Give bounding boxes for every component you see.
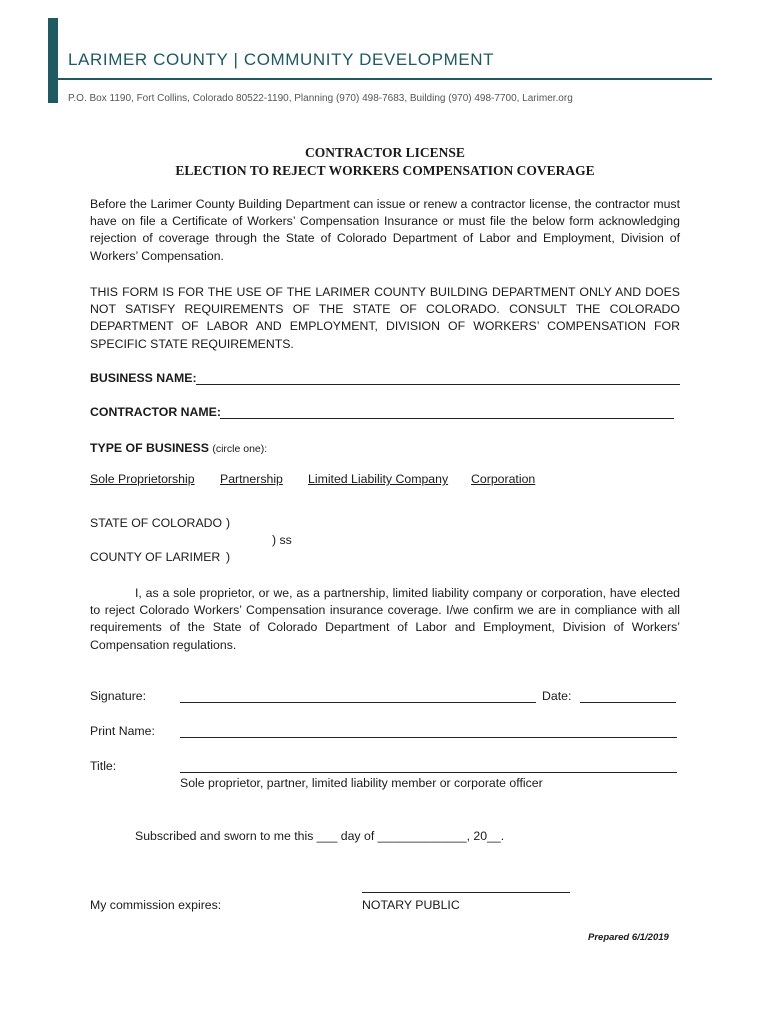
- commission-expires-label: My commission expires:: [90, 898, 222, 912]
- organization-address: P.O. Box 1190, Fort Collins, Colorado 80522-1190, Planning (970) 498-7683, Building (970) 498-7700, Larimer.org: [68, 93, 573, 104]
- business-type-partnership[interactable]: Partnership: [220, 472, 283, 486]
- form-title-line-1: CONTRACTOR LICENSE: [305, 145, 465, 160]
- venue-paren-1: ): [226, 516, 231, 530]
- business-name-label: BUSINESS NAME:: [90, 371, 197, 385]
- title-label: Title:: [90, 759, 117, 773]
- organization-name: LARIMER COUNTY | COMMUNITY DEVELOPMENT: [68, 50, 495, 69]
- notary-signature-field[interactable]: [362, 892, 570, 893]
- contractor-name-field[interactable]: [220, 418, 674, 419]
- notary-public-label: NOTARY PUBLIC: [362, 898, 460, 912]
- signature-label: Signature:: [90, 689, 147, 703]
- notice-paragraph: THIS FORM IS FOR THE USE OF THE LARIMER COUNTY BUILDING DEPARTMENT ONLY AND DOES NOT SATISFY REQUIREMENTS OF THE STATE OF COLORADO. CONSULT THE COLORADO DEPARTMENT OF LABOR AND EMPLOYMENT, DIVISION OF WORKERS’ COMPENSATION FOR SPECIFIC STATE REQUIREMENTS.: [90, 285, 680, 351]
- business-name-field[interactable]: [196, 384, 680, 385]
- business-type-hint: (circle one):: [212, 443, 268, 455]
- subscribed-sworn-statement: Subscribed and sworn to me this ___ day of _____________, 20__.: [135, 829, 505, 843]
- print-name-field[interactable]: [180, 737, 677, 738]
- venue-ss: ) ss: [272, 533, 292, 547]
- intro-paragraph: Before the Larimer County Building Department can issue or renew a contractor license, the contractor must have on file a Certificate of Workers’ Compensation Insurance or must file the below form acknowledging rejection of coverage through the State of Colorado Department of Labor and Employment, Division of Workers’ Compensation.: [90, 197, 680, 263]
- title-field[interactable]: [180, 772, 677, 773]
- business-type-corporation[interactable]: Corporation: [471, 472, 536, 486]
- print-name-label: Print Name:: [90, 724, 155, 738]
- title-hint: Sole proprietor, partner, limited liability member or corporate officer: [180, 776, 543, 790]
- venue-county: COUNTY OF LARIMER: [90, 550, 221, 564]
- date-label: Date:: [542, 689, 572, 703]
- affirmation-paragraph: I, as a sole proprietor, or we, as a partnership, limited liability company or corporation, have elected to reject Colorado Workers’ Compensation insurance coverage. I/we confirm we are in compliance with all requirements of the State of Colorado Department of Labor and Employment, Division of Workers’ Compensation regulations.: [90, 586, 680, 652]
- venue-paren-2: ): [226, 550, 231, 564]
- header-rule: [58, 78, 712, 80]
- header-accent-bar: [48, 18, 58, 103]
- business-type-sole-proprietorship[interactable]: Sole Proprietorship: [90, 472, 195, 486]
- business-type-title: TYPE OF BUSINESS: [90, 441, 209, 455]
- form-title-line-2: ELECTION TO REJECT WORKERS COMPENSATION COVERAGE: [175, 163, 595, 178]
- date-field[interactable]: [580, 702, 676, 703]
- business-type-llc[interactable]: Limited Liability Company: [308, 472, 449, 486]
- signature-field[interactable]: [180, 702, 536, 703]
- contractor-name-label: CONTRACTOR NAME:: [90, 405, 221, 419]
- prepared-date: Prepared 6/1/2019: [588, 932, 669, 943]
- venue-state: STATE OF COLORADO: [90, 516, 223, 530]
- business-type-label: [90, 441, 267, 455]
